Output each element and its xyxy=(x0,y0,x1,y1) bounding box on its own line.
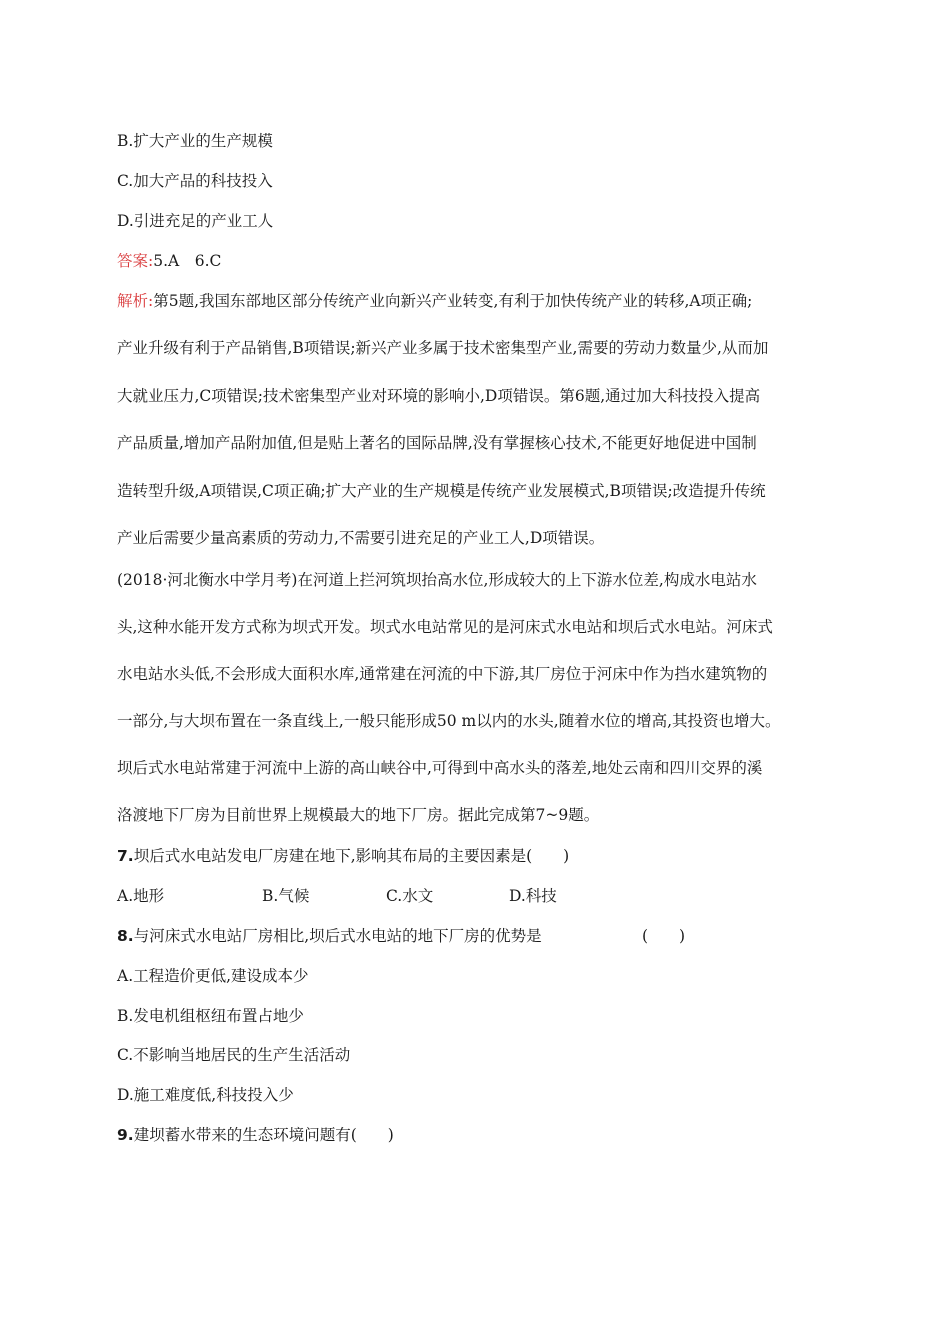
passage-line-3: 水电站水头低,不会形成大面积水库,通常建在河流的中下游,其厂房位于河床中作为挡水建筑物的 xyxy=(117,665,768,683)
analysis-line-4: 产品质量,增加产品附加值,但是贴上著名的国际品牌,没有掌握核心技术,不能更好地促进中国制 xyxy=(117,434,757,452)
question-9-number: 9. xyxy=(117,1126,134,1144)
option-c-prev: C.加大产品的科技投入 xyxy=(117,172,273,190)
question-8-option-d[interactable]: D.施工难度低,科技投入少 xyxy=(117,1086,294,1104)
question-8-option-a[interactable]: A.工程造价更低,建设成本少 xyxy=(117,967,309,985)
answer-line xyxy=(117,251,221,271)
question-8-number: 8. xyxy=(117,927,134,945)
question-8-stem xyxy=(117,926,542,946)
question-7-option-a[interactable]: A.地形 xyxy=(117,887,165,905)
question-7-option-d[interactable]: D.科技 xyxy=(509,887,557,905)
option-b-prev: B.扩大产业的生产规模 xyxy=(117,132,273,150)
analysis-line-2: 产业升级有利于产品销售,B项错误;新兴产业多属于技术密集型产业,需要的劳动力数量少,从而加 xyxy=(117,339,769,357)
question-8-option-c[interactable]: C.不影响当地居民的生产生活活动 xyxy=(117,1046,351,1064)
answer-text: 5.A 6.C xyxy=(153,252,222,270)
answer-label: 答案: xyxy=(117,252,154,270)
passage-line-2: 头,这种水能开发方式称为坝式开发。坝式水电站常见的是河床式水电站和坝后式水电站。河床式 xyxy=(117,618,773,636)
analysis-line-5: 造转型升级,A项错误,C项正确;扩大产业的生产规模是传统产业发展模式,B项错误;改造提升传统 xyxy=(117,482,766,500)
analysis-line-3: 大就业压力,C项错误;技术密集型产业对环境的影响小,D项错误。第6题,通过加大科技投入提高 xyxy=(117,387,761,405)
question-9-text: 建坝蓄水带来的生态环境问题有( ) xyxy=(133,1126,394,1144)
question-8-text: 与河床式水电站厂房相比,坝后式水电站的地下厂房的优势是 xyxy=(133,927,542,945)
option-d-prev: D.引进充足的产业工人 xyxy=(117,212,274,230)
question-7-number: 7. xyxy=(117,847,134,865)
passage-line-5: 坝后式水电站常建于河流中上游的高山峡谷中,可得到中高水头的落差,地处云南和四川交界的溪 xyxy=(117,759,763,777)
passage-line-4: 一部分,与大坝布置在一条直线上,一般只能形成50 m以内的水头,随着水位的增高,其投资也增大。 xyxy=(117,712,781,730)
question-7-text: 坝后式水电站发电厂房建在地下,影响其布局的主要因素是( ) xyxy=(133,847,570,865)
question-9-stem xyxy=(117,1125,394,1145)
passage-line-1: (2018·河北衡水中学月考)在河道上拦河筑坝抬高水位,形成较大的上下游水位差,构成水电站水 xyxy=(117,571,757,589)
question-8-option-b[interactable]: B.发电机组枢纽布置占地少 xyxy=(117,1007,304,1025)
question-7-option-c[interactable]: C.水文 xyxy=(386,887,434,905)
analysis-text-1: 第5题,我国东部地区部分传统产业向新兴产业转变,有利于加快传统产业的转移,A项正确; xyxy=(153,292,753,310)
analysis-label: 解析: xyxy=(117,292,154,310)
analysis-line-1 xyxy=(117,291,752,311)
question-7-option-b[interactable]: B.气候 xyxy=(262,887,310,905)
question-8-bracket: ( ) xyxy=(642,927,686,945)
question-7-stem xyxy=(117,846,569,866)
passage-line-6: 洛渡地下厂房为目前世界上规模最大的地下厂房。据此完成第7~9题。 xyxy=(117,806,600,824)
analysis-line-6: 产业后需要少量高素质的劳动力,不需要引进充足的产业工人,D项错误。 xyxy=(117,529,605,547)
